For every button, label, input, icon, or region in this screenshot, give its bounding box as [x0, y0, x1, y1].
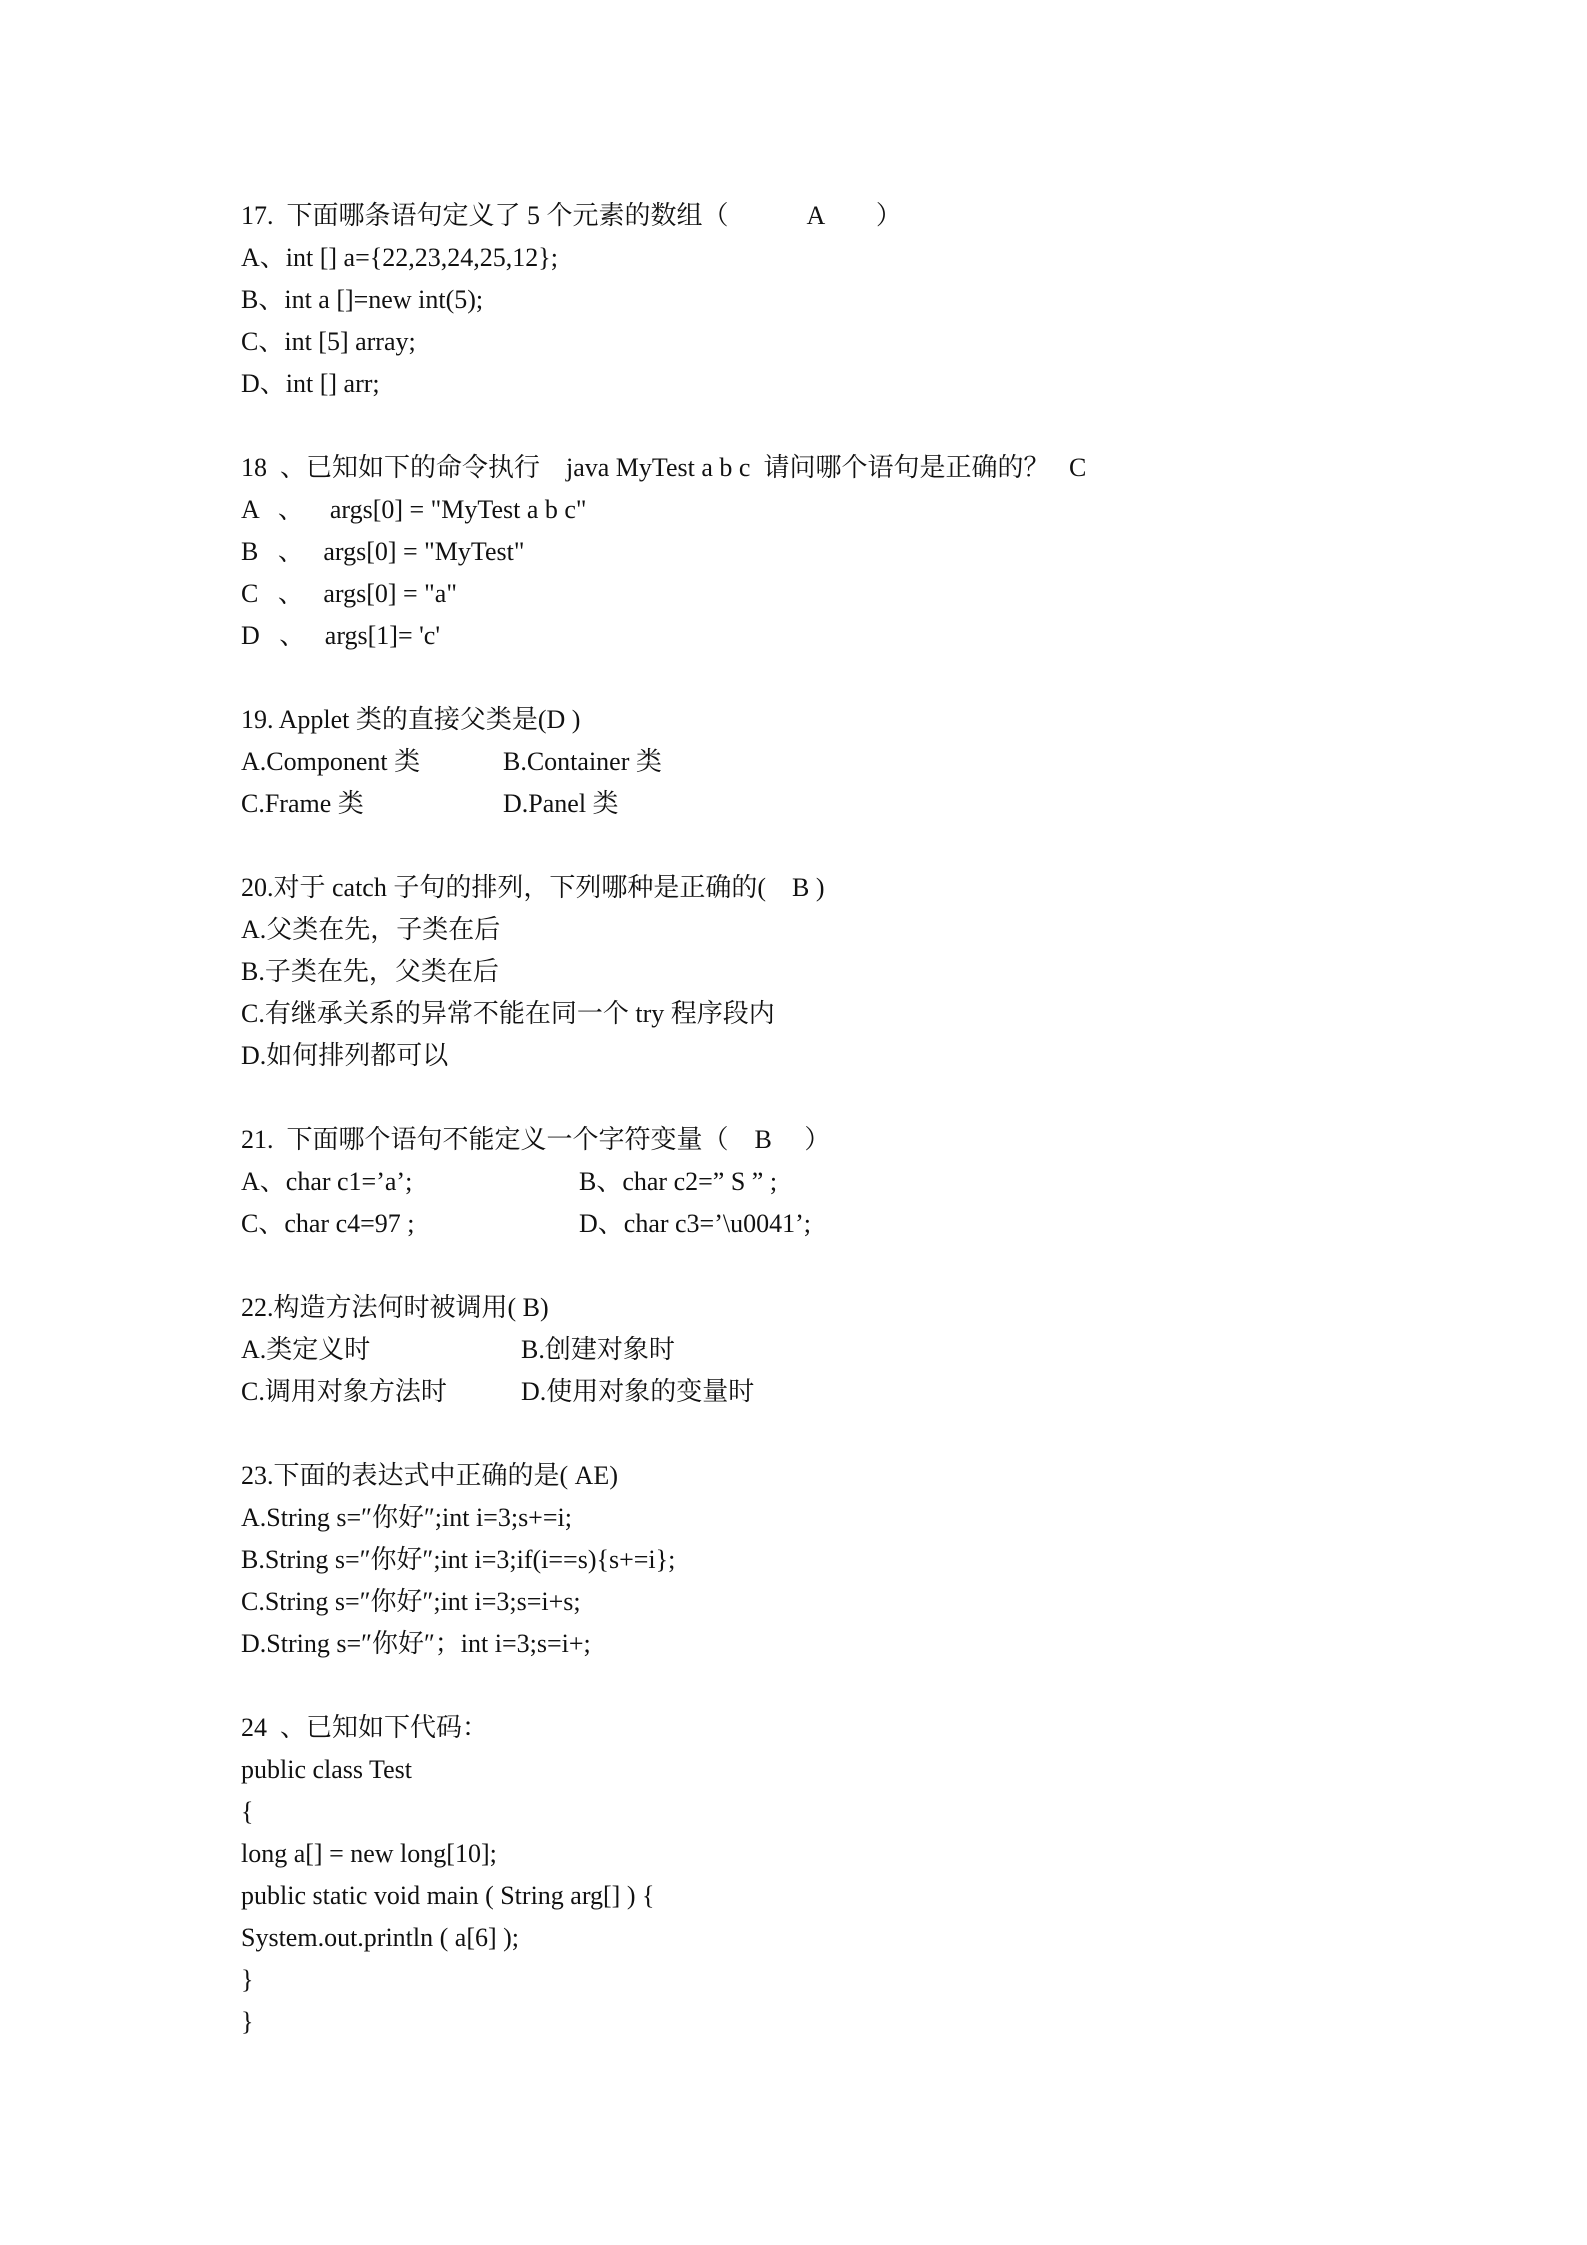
question-21 — [241, 1119, 1491, 1245]
option-b: B、char c2=” S ” ; — [579, 1167, 778, 1196]
question-text: 23.下面的表达式中正确的是( AE) — [241, 1461, 618, 1490]
option-a: A.类定义时 — [241, 1335, 371, 1364]
option-b: B.子类在先，父类在后 — [241, 957, 499, 986]
question-text: 20.对于 catch 子句的排列，下列哪种是正确的( B ) — [241, 873, 825, 902]
code-line: public class Test — [241, 1755, 413, 1784]
option-row — [241, 1161, 1491, 1203]
spacer — [241, 1245, 1491, 1287]
option-row — [241, 1329, 1491, 1371]
option-d: D.Panel 类 — [503, 789, 619, 818]
question-23 — [241, 1455, 1491, 1665]
document-page — [241, 195, 1491, 2043]
option-c: C.调用对象方法时 — [241, 1377, 447, 1406]
option-c: C.Frame 类 — [241, 789, 364, 818]
question-18 — [241, 447, 1491, 657]
option-c: C、char c4=97 ; — [241, 1209, 415, 1238]
option-c: C 、 args[0] = "a" — [241, 579, 457, 608]
option-row — [241, 783, 1491, 825]
option-d: D.使用对象的变量时 — [521, 1377, 755, 1406]
question-text: 17. 下面哪条语句定义了 5 个元素的数组（ A ） — [241, 201, 902, 230]
option-row — [241, 741, 1491, 783]
option-d: D.如何排列都可以 — [241, 1041, 449, 1070]
option-a: A、int [] a={22,23,24,25,12}; — [241, 243, 558, 272]
spacer — [241, 657, 1491, 699]
option-c: C、int [5] array; — [241, 327, 416, 356]
question-text: 22.构造方法何时被调用( B) — [241, 1293, 549, 1322]
option-b: B 、 args[0] = "MyTest" — [241, 537, 525, 566]
question-22 — [241, 1287, 1491, 1413]
option-d: D 、 args[1]= 'c' — [241, 621, 441, 650]
question-text: 19. Applet 类的直接父类是(D ) — [241, 705, 581, 734]
option-row — [241, 1203, 1491, 1245]
option-d: D、int [] arr; — [241, 369, 380, 398]
option-b: B.Container 类 — [503, 747, 662, 776]
code-line: } — [241, 1965, 254, 1994]
option-a: A.String s=″你好″;int i=3;s+=i; — [241, 1503, 572, 1532]
question-text: 24 、已知如下代码： — [241, 1713, 489, 1742]
question-17 — [241, 195, 1491, 405]
spacer — [241, 405, 1491, 447]
code-line: System.out.println ( a[6] ); — [241, 1923, 520, 1952]
spacer — [241, 1413, 1491, 1455]
question-text: 18 、已知如下的命令执行 java MyTest a b c 请问哪个语句是正确的？ C — [241, 453, 1087, 482]
option-d: D、char c3=’\u0041’; — [579, 1209, 811, 1238]
question-text: 21. 下面哪个语句不能定义一个字符变量（ B ） — [241, 1125, 831, 1154]
question-24 — [241, 1707, 1491, 2043]
spacer — [241, 825, 1491, 867]
option-b: B.创建对象时 — [521, 1335, 675, 1364]
code-line: public static void main ( String arg[] ) { — [241, 1881, 655, 1910]
code-line: } — [241, 2007, 254, 2036]
spacer — [241, 1665, 1491, 1707]
option-a: A.父类在先，子类在后 — [241, 915, 501, 944]
option-d: D.String s=″你好″；int i=3;s=i+; — [241, 1629, 591, 1658]
code-line: { — [241, 1797, 254, 1826]
question-20 — [241, 867, 1491, 1077]
option-a: A.Component 类 — [241, 747, 421, 776]
option-a: A 、 args[0] = "MyTest a b c" — [241, 495, 587, 524]
option-b: B.String s=″你好″;int i=3;if(i==s){s+=i}; — [241, 1545, 676, 1574]
option-c: C.有继承关系的异常不能在同一个 try 程序段内 — [241, 999, 775, 1028]
option-a: A、char c1=’a’; — [241, 1167, 413, 1196]
option-row — [241, 1371, 1491, 1413]
question-19 — [241, 699, 1491, 825]
option-c: C.String s=″你好″;int i=3;s=i+s; — [241, 1587, 581, 1616]
option-b: B、int a []=new int(5); — [241, 285, 484, 314]
spacer — [241, 1077, 1491, 1119]
code-line: long a[] = new long[10]; — [241, 1839, 497, 1868]
